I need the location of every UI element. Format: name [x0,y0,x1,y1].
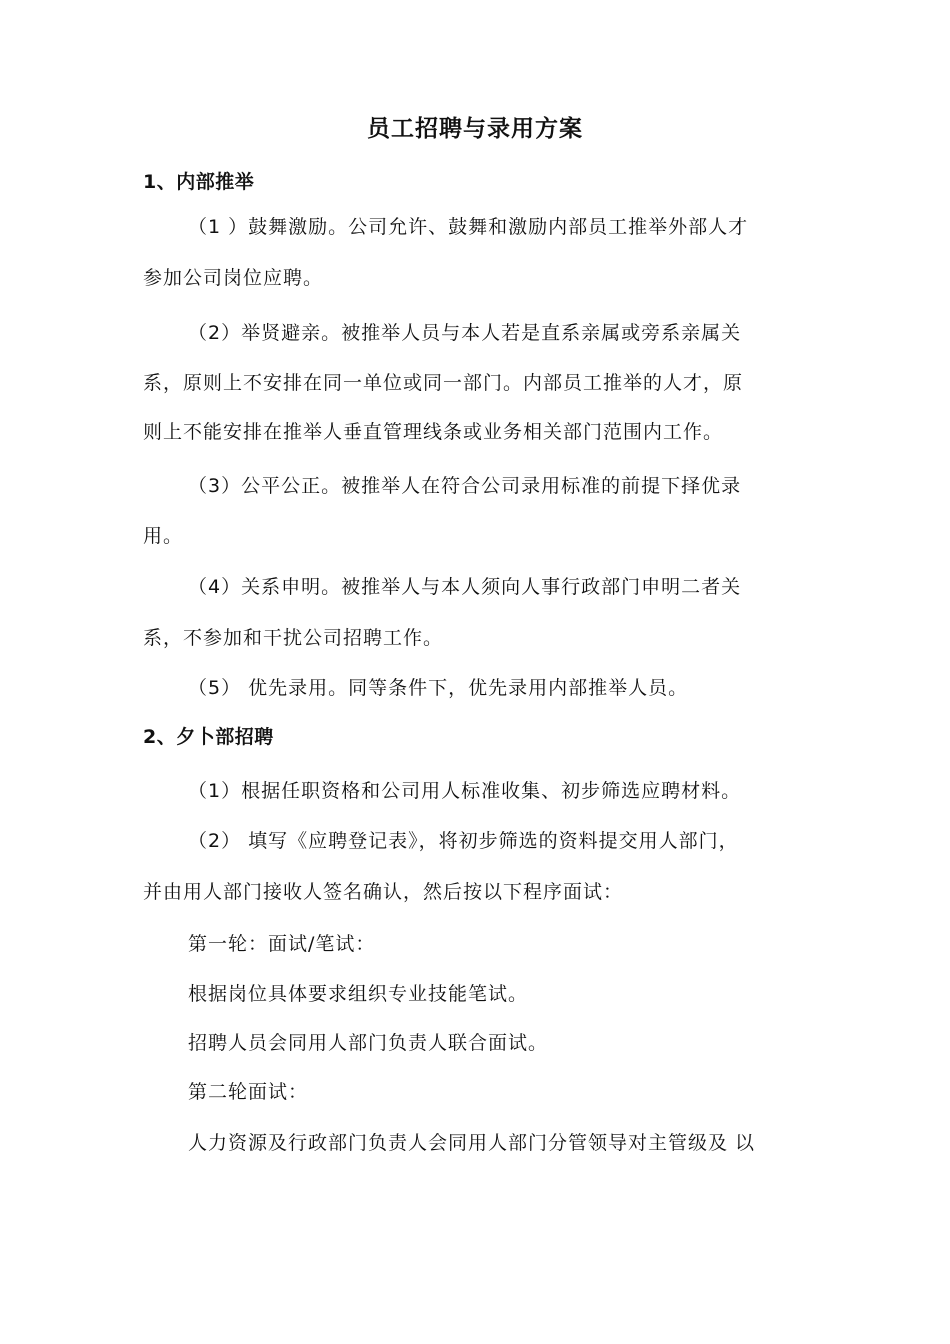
paragraph-line: （2） 填写《应聘登记表》，将初步筛选的资料提交用人部门， [188,830,739,852]
paragraph-line: 第一轮：面试/笔试： [188,933,376,955]
section-heading-external-recruitment: 2、夕卜部招聘 [143,726,274,748]
paragraph-line: 根据岗位具体要求组织专业技能笔试。 [188,983,529,1005]
paragraph-line: （3）公平公正。被推举人在符合公司录用标准的前提下择优录 [188,475,742,497]
paragraph-line: 并由用人部门接收人签名确认，然后按以下程序面试： [143,881,624,903]
paragraph-line: 招聘人员会同用人部门负责人联合面试。 [188,1032,549,1054]
paragraph-line: 人力资源及行政部门负责人会同用人部门分管领导对主管级及 以 [188,1132,756,1154]
paragraph-line: （5） 优先录用。同等条件下，优先录用内部推举人员。 [188,677,689,699]
paragraph-line: （2）举贤避亲。被推举人员与本人若是直系亲属或旁系亲属关 [188,322,742,344]
document-title: 员工招聘与录用方案 [367,116,583,142]
paragraph-line: 参加公司岗位应聘。 [143,267,324,289]
paragraph-line: （1）根据任职资格和公司用人标准收集、初步筛选应聘材料。 [188,780,742,802]
paragraph-line: 系，不参加和干扰公司招聘工作。 [143,627,444,649]
paragraph-line: （4）关系申明。被推举人与本人须向人事行政部门申明二者关 [188,576,742,598]
paragraph-line: （1 ）鼓舞激励。公司允许、鼓舞和激励内部员工推举外部人才 [188,216,749,238]
section-heading-internal-referral: 1、内部推举 [143,171,255,193]
paragraph-line: 系，原则上不安排在同一单位或同一部门。内部员工推举的人才，原 [143,372,744,394]
paragraph-line: 第二轮面试： [188,1081,309,1103]
paragraph-line: 用。 [143,525,184,547]
paragraph-line: 则上不能安排在推举人垂直管理线条或业务相关部门范围内工作。 [143,421,724,443]
